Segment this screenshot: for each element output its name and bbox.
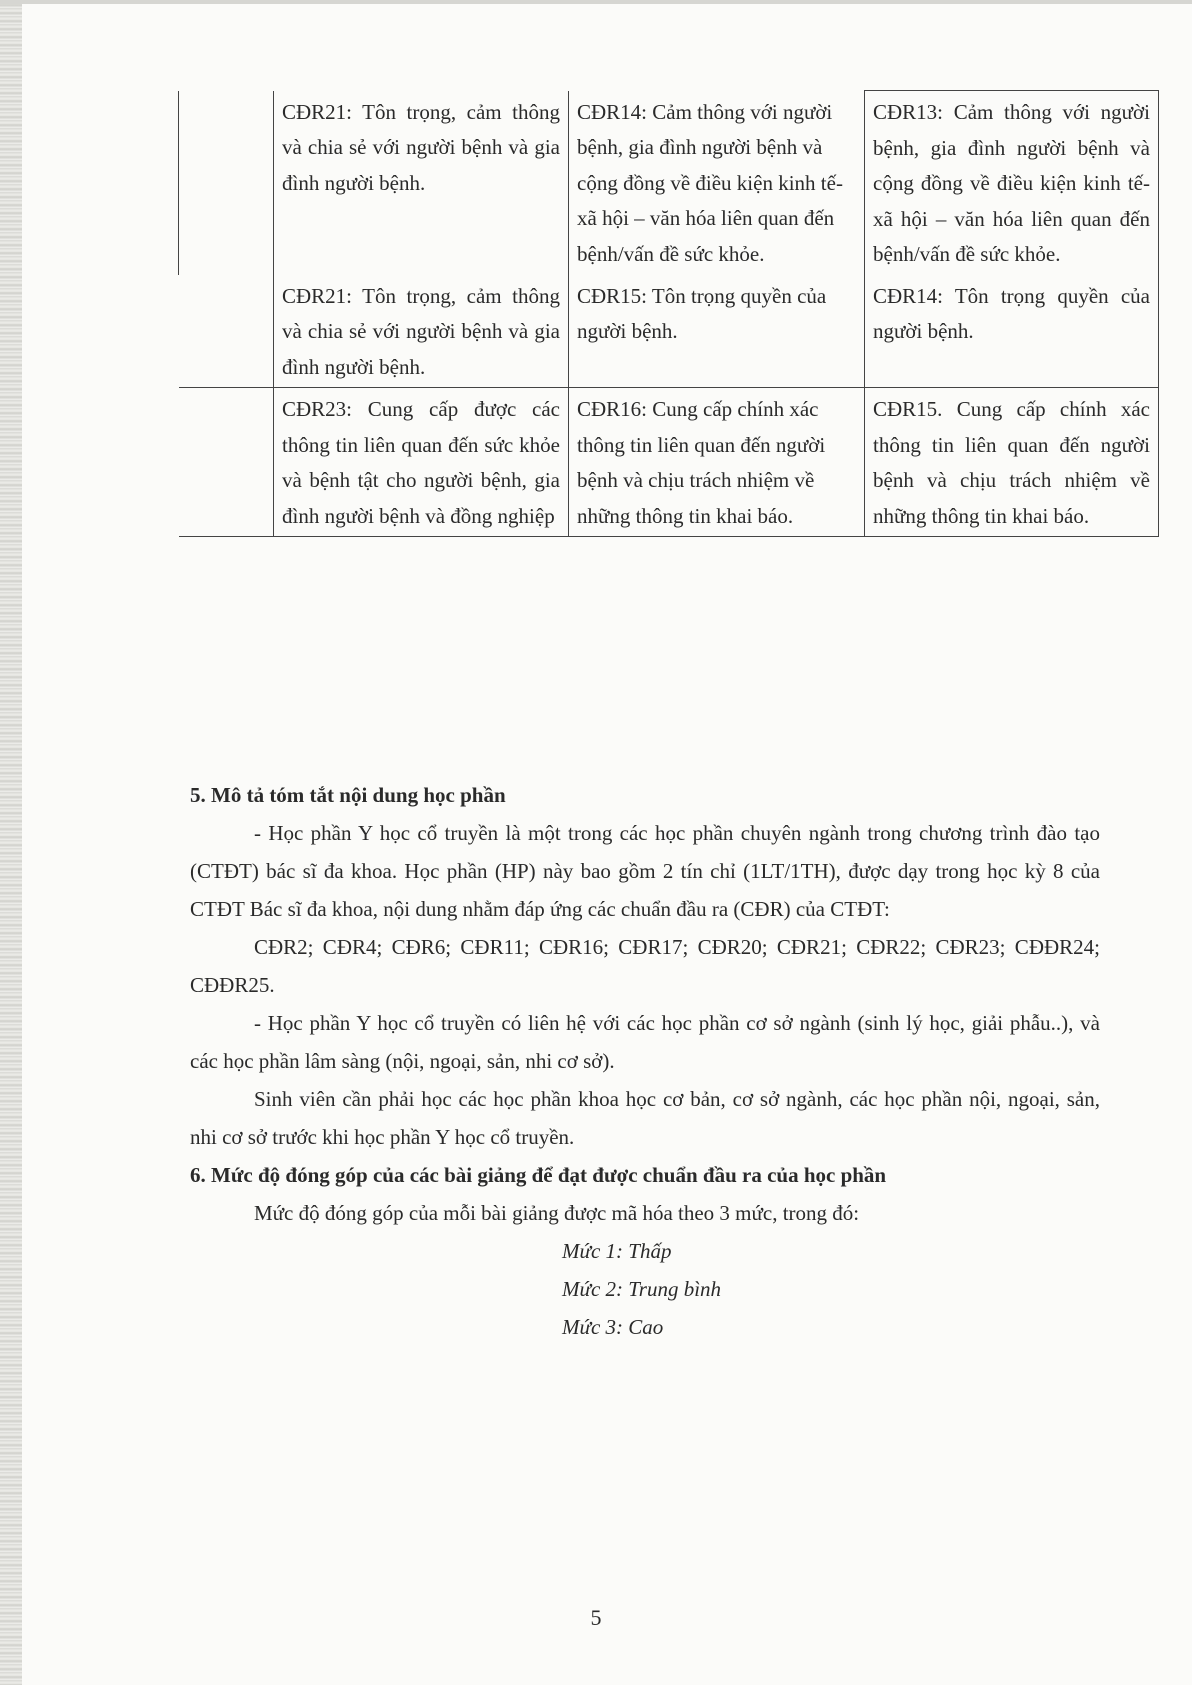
- paragraph: CĐR2; CĐR4; CĐR6; CĐR11; CĐR16; CĐR17; CĐR20; CĐR21; CĐR22; CĐR23; CĐĐR24; CĐĐR25.: [190, 935, 1100, 997]
- table-cell-empty: [179, 91, 274, 275]
- section-5-heading: 5. Mô tả tóm tắt nội dung học phần: [190, 783, 506, 807]
- table-cell-empty: [179, 388, 274, 537]
- paragraph: Mức độ đóng góp của mỗi bài giảng được mã hóa theo 3 mức, trong đó:: [254, 1201, 860, 1225]
- level-item: Mức 3: Cao: [562, 1315, 664, 1339]
- table-cell: CĐR15: Tôn trọng quyền của người bệnh.: [569, 275, 865, 388]
- table-cell: CĐR15. Cung cấp chính xác thông tin liên quan đến người bệnh và chịu trách nhiệm về những thông tin khai báo.: [865, 388, 1159, 537]
- table-cell-empty: [179, 275, 274, 388]
- paragraph: - Học phần Y học cổ truyền có liên hệ với các học phần cơ sở ngành (sinh lý học, giải phẫu..), và các học phần lâm sàng (nội, ngoại, sản, nhi cơ sở).: [190, 1011, 1100, 1073]
- table-cell: CĐR21: Tôn trọng, cảm thông và chia sẻ với người bệnh và gia đình người bệnh.: [274, 275, 569, 388]
- contribution-levels: [190, 1232, 1100, 1346]
- table-row: [179, 388, 1159, 537]
- table-cell: CĐR16: Cung cấp chính xác thông tin liên quan đến người bệnh và chịu trách nhiệm về những thông tin khai báo.: [569, 388, 865, 537]
- document-body: [190, 776, 1100, 1346]
- table-cell: CĐR13: Cảm thông với người bệnh, gia đình người bệnh và cộng đồng về điều kiện kinh tế- xã hội – văn hóa liên quan đến bệnh/vấn đề sức khỏe.: [865, 91, 1159, 275]
- page-number: 5: [590, 1605, 602, 1630]
- level-item: Mức 2: Trung bình: [562, 1277, 722, 1301]
- paragraph: - Học phần Y học cổ truyền là một trong các học phần chuyên ngành trong chương trình đào tạo (CTĐT) bác sĩ đa khoa. Học phần (HP) này bao gồm 2 tín chỉ (1LT/1TH), được dạy trong học kỳ 8 của CTĐT Bác sĩ đa khoa, nội dung nhằm đáp ứng các chuẩn đầu ra (CĐR) của CTĐT:: [190, 821, 1100, 921]
- table-cell: CĐR23: Cung cấp được các thông tin liên quan đến sức khỏe và bệnh tật cho người bệnh, gia đình người bệnh và đồng nghiệp: [274, 388, 569, 537]
- section-6-heading: 6. Mức độ đóng góp của các bài giảng để đạt được chuẩn đầu ra của học phần: [190, 1163, 887, 1187]
- table-cell: CĐR21: Tôn trọng, cảm thông và chia sẻ với người bệnh và gia đình người bệnh.: [274, 91, 569, 275]
- outcomes-table: [178, 90, 1159, 537]
- table-row: [179, 275, 1159, 388]
- table-cell: CĐR14: Tôn trọng quyền của người bệnh.: [865, 275, 1159, 388]
- table-row: [179, 91, 1159, 275]
- level-item: Mức 1: Thấp: [562, 1239, 672, 1263]
- paragraph: Sinh viên cần phải học các học phần khoa học cơ bản, cơ sở ngành, các học phần nội, ngoại, sản, nhi cơ sở trước khi học phần Y học cổ truyền.: [190, 1087, 1100, 1149]
- scan-edge: [0, 0, 22, 1685]
- table-cell: CĐR14: Cảm thông với người bệnh, gia đình người bệnh và cộng đồng về điều kiện kinh tế- xã hội – văn hóa liên quan đến bệnh/vấn đề sức khỏe.: [569, 91, 865, 275]
- scan-top-edge: [0, 0, 1192, 4]
